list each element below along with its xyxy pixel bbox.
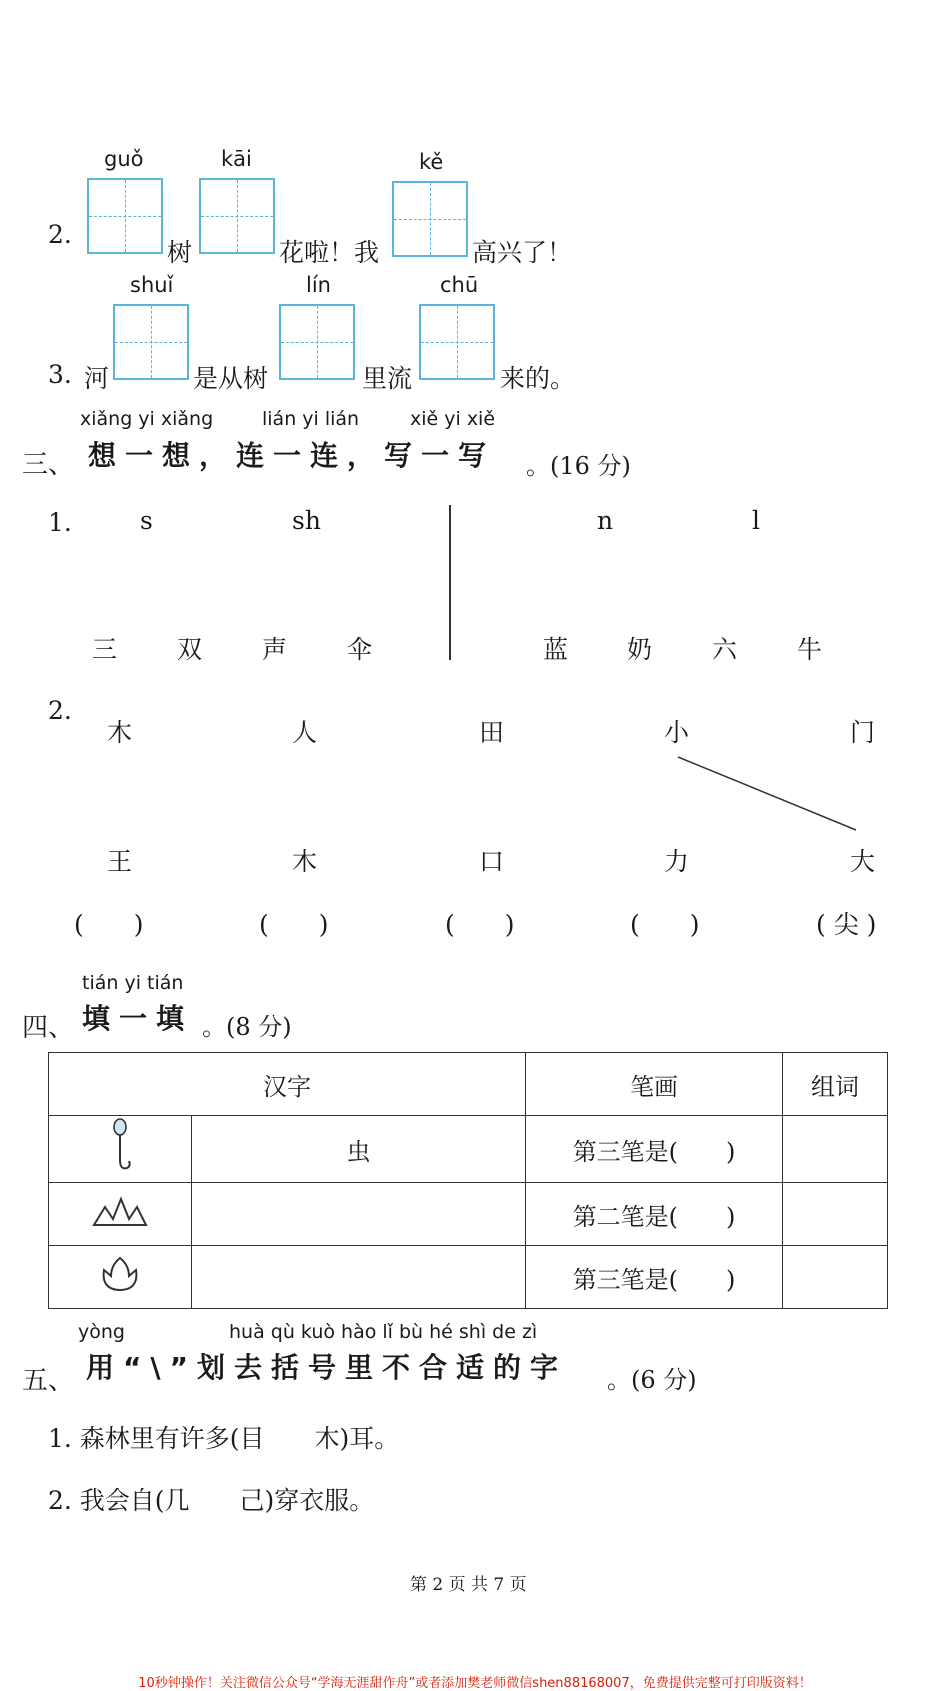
char-lan[interactable]: 蓝	[543, 635, 569, 664]
section4-title: 填一填	[82, 1002, 194, 1035]
q3-pinyin-1: shuǐ	[130, 273, 174, 297]
section4-index: 四、	[22, 1013, 75, 1043]
char-shuang[interactable]: 双	[177, 635, 203, 664]
char-san-umbrella[interactable]: 伞	[347, 635, 373, 664]
bottom-char-3[interactable]: 口	[479, 847, 505, 876]
answer-blank-5: ( 尖 )	[816, 910, 877, 939]
top-char-2[interactable]: 人	[292, 718, 318, 747]
word-cell[interactable]	[783, 1116, 888, 1183]
q2-text-1: 树	[167, 238, 193, 267]
table-header-row	[49, 1053, 888, 1116]
answer-blank-3[interactable]: ( )	[445, 910, 515, 939]
table-row	[49, 1183, 888, 1246]
stroke-cell[interactable]: 第二笔是( )	[526, 1183, 783, 1246]
answer-blank-2[interactable]: ( )	[259, 910, 329, 939]
promo-banner: 10秒钟操作！关注微信公众号“学海无涯甜作舟”或者添加樊老师微信shen88168007，免费提供完整可打印版资料！	[138, 1676, 812, 1691]
q2-text-3: 高兴了！	[472, 238, 573, 267]
section3-index: 三、	[22, 450, 75, 480]
section4-pinyin: tián yi tián	[82, 972, 184, 994]
section5-index: 五、	[22, 1366, 75, 1396]
section3-pinyin-1: xiǎng yi xiǎng	[80, 408, 214, 430]
s3p1-number: 1.	[48, 508, 72, 537]
char-sheng[interactable]: 声	[262, 635, 288, 664]
section5-score: 。(6 分)	[607, 1366, 697, 1394]
stroke-table	[48, 1052, 888, 1309]
initial-s[interactable]: s	[140, 506, 153, 535]
bottom-char-4[interactable]: 力	[664, 847, 690, 876]
hanzi-cell[interactable]	[192, 1246, 526, 1309]
q3-text-3: 里流	[362, 364, 413, 393]
header-bihua: 笔画	[526, 1053, 783, 1116]
q2-pinyin-3: kě	[419, 150, 444, 174]
section4-score: 。(8 分)	[202, 1013, 292, 1041]
answer-blank-4[interactable]: ( )	[630, 910, 700, 939]
top-char-4[interactable]: 小	[664, 718, 690, 747]
page-footer: 第 2 页 共 7 页	[410, 1575, 527, 1595]
char-niu[interactable]: 牛	[797, 635, 823, 664]
section3-title: 想一想，连一连，写一写	[88, 439, 496, 472]
section5-item-2[interactable]: 2. 我会自(几 己)穿衣服。	[48, 1486, 375, 1515]
section5-pinyin-2: huà qù kuò hào lǐ bù hé shì de zì	[229, 1321, 538, 1343]
tadpole-icon	[100, 1116, 140, 1176]
section5-title: 用“\”划去括号里不合适的字	[86, 1351, 568, 1384]
s3p2-number: 2.	[48, 696, 72, 725]
bottom-char-1[interactable]: 王	[107, 847, 133, 876]
section5-pinyin-1: yòng	[78, 1321, 125, 1343]
word-cell[interactable]	[783, 1183, 888, 1246]
top-char-5[interactable]: 门	[850, 718, 876, 747]
q3-number: 3.	[48, 360, 72, 389]
table-row	[49, 1116, 888, 1183]
section3-score: 。(16 分)	[526, 452, 631, 480]
char-nai[interactable]: 奶	[627, 635, 653, 664]
top-char-1[interactable]: 木	[107, 718, 133, 747]
initial-sh[interactable]: sh	[292, 506, 321, 535]
word-cell[interactable]	[783, 1246, 888, 1309]
char-san[interactable]: 三	[92, 635, 118, 664]
pictograph-cell	[49, 1246, 192, 1309]
section3-pinyin-3: xiě yi xiě	[410, 408, 496, 430]
mountain-icon	[90, 1191, 150, 1231]
header-zuci: 组词	[783, 1053, 888, 1116]
flame-icon	[97, 1254, 143, 1294]
q2-pinyin-1: guǒ	[104, 147, 144, 171]
stroke-cell[interactable]: 第三笔是( )	[526, 1116, 783, 1183]
section5-item-1[interactable]: 1. 森林里有许多(目 木)耳。	[48, 1424, 400, 1453]
initial-n[interactable]: n	[597, 506, 614, 535]
header-hanzi: 汉字	[49, 1053, 526, 1116]
q3-text-4: 来的。	[500, 364, 576, 393]
hanzi-cell[interactable]	[192, 1183, 526, 1246]
initial-l[interactable]: l	[752, 506, 760, 535]
q3-pinyin-2: lín	[306, 273, 331, 297]
char-liu[interactable]: 六	[712, 635, 738, 664]
table-row	[49, 1246, 888, 1309]
pictograph-cell	[49, 1183, 192, 1246]
q2-number: 2.	[48, 220, 72, 249]
pictograph-cell	[49, 1116, 192, 1183]
q3-text-1: 河	[84, 364, 110, 393]
q3-text-2: 是从树	[193, 364, 269, 393]
bottom-char-2[interactable]: 木	[292, 847, 318, 876]
q2-pinyin-2: kāi	[221, 147, 252, 171]
stroke-cell[interactable]: 第三笔是( )	[526, 1246, 783, 1309]
hanzi-cell: 虫	[192, 1116, 526, 1183]
answer-blank-1[interactable]: ( )	[74, 910, 144, 939]
section3-pinyin-2: lián yi lián	[262, 408, 360, 430]
q3-pinyin-3: chū	[440, 273, 479, 297]
q2-text-2: 花啦！我	[279, 238, 380, 267]
top-char-3[interactable]: 田	[479, 718, 505, 747]
bottom-char-5[interactable]: 大	[850, 847, 876, 876]
